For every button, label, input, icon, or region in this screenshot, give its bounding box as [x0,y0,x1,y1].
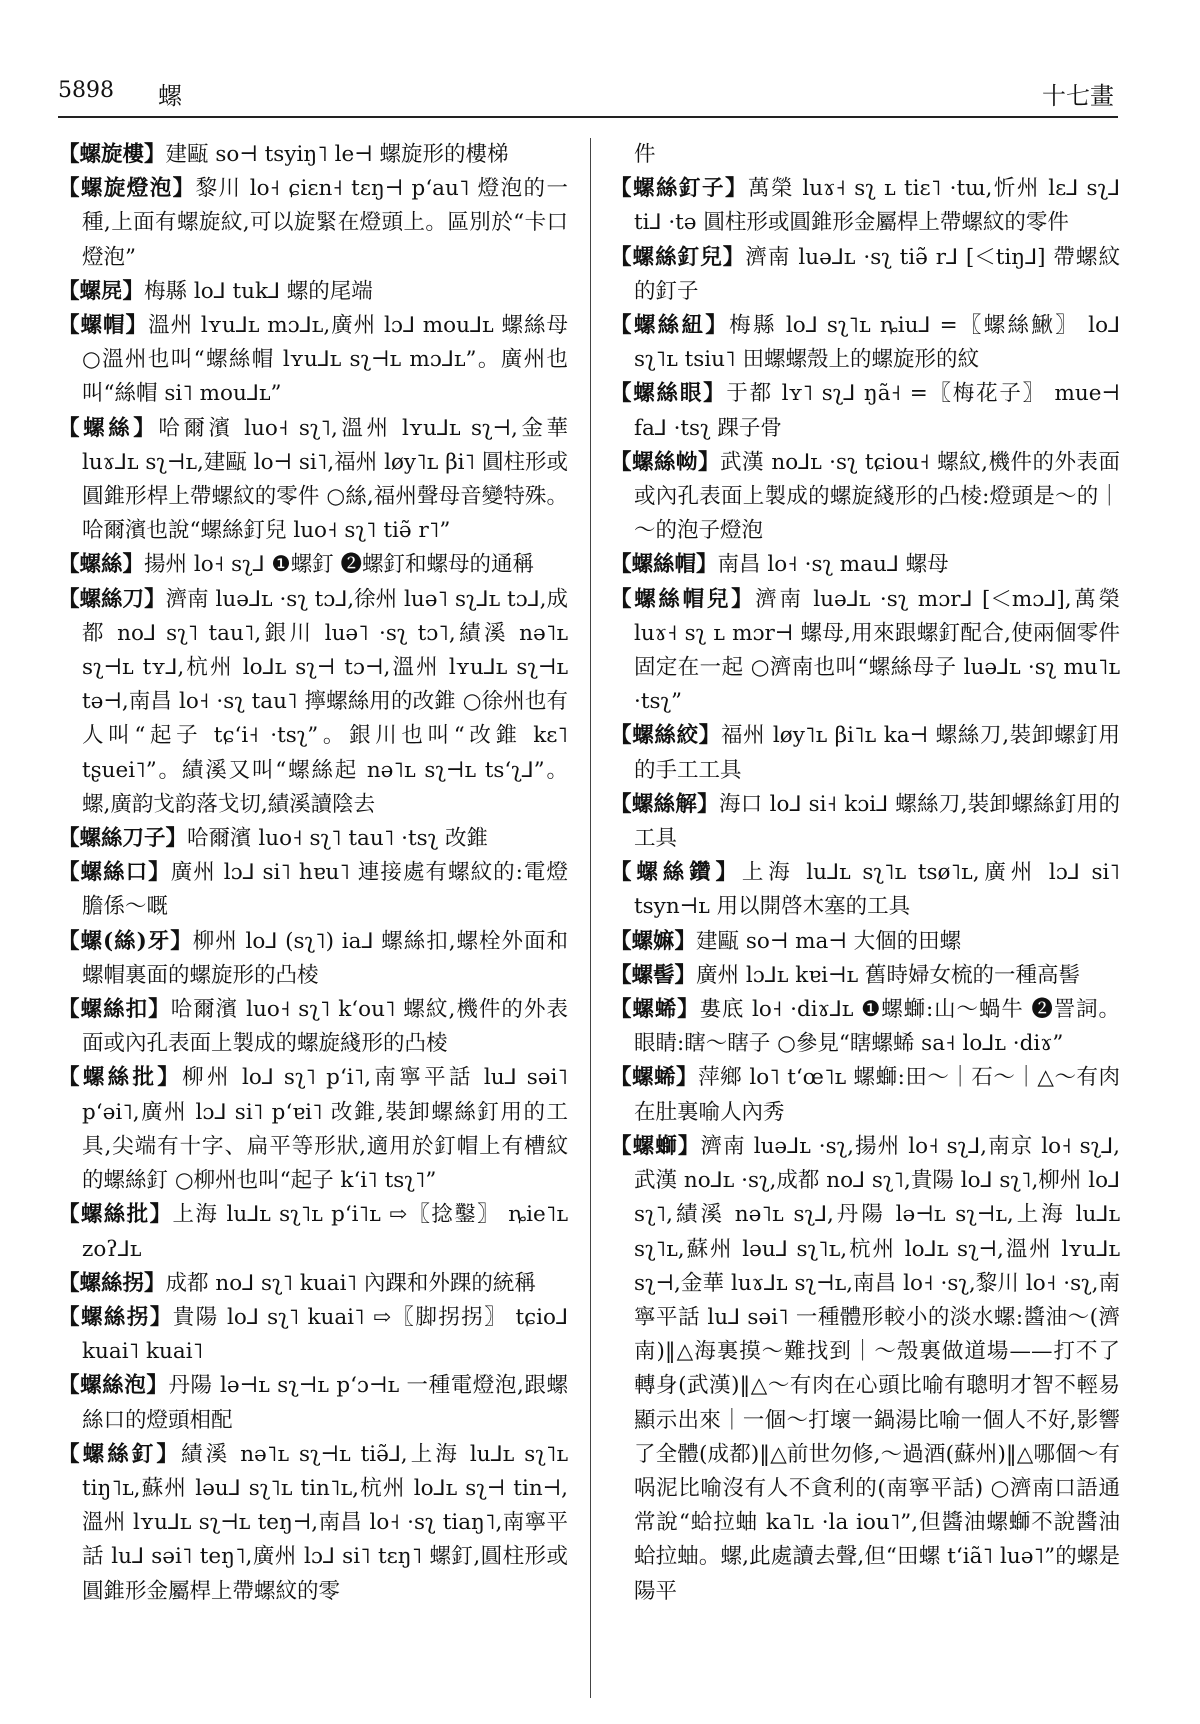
entry-text: 哈爾濱 luo˧ sʅ˥ kʻou˥ 螺紋,機件的外表面或內孔表面上製成的螺旋綫形的凸棱 [82,997,568,1057]
entry-headword: 【螺絲釘兒】 [610,244,746,270]
entry-text: 南昌 lo˧ ·sʅ mau⅃ 螺母 [717,552,949,578]
dictionary-entry [610,241,1120,309]
entry-text: 廣州 lɔ⅃ʟ kɐi⊣ʟ 舊時婦女梳的一種高髻 [696,962,1080,988]
entry-text: 濟南 luə⅃ʟ ·sʅ mɔr⅃ [＜mɔ⅃],萬榮 luɤ˧ sʅ ʟ mɔr⊣ 螺母,用來跟螺釘配合,使兩個零件固定在一起 ○濟南也叫“螺絲母子 luə⅃ʟ ·sʅ mu˥ʟ ·tsʅ” [634,586,1120,715]
entry-text: 濟南 luə⅃ʟ ·sʅ tɔ⅃,徐州 luə˥ sʅ⅃ʟ tɔ⅃,成都 no⅃ sʅ˥ tau˥,銀川 luə˥ ·sʅ tɔ˥,績溪 nə˥ʟ sʅ⊣ʟ tʏ⅃,杭州 lo⅃ʟ sʅ⊣ tɔ⊣,溫州 lʏu⅃ʟ sʅ⊣ʟ tə⊣,南昌 lo˧ ·sʅ tau˥ 擰螺絲用的改錐 ○徐州也有人叫“起子 tɕʻi˧ ·tsʅ”。銀川也叫“改錐 kɛ˥ tʂuei˥”。績溪又叫“螺絲起 nə˥ʟ sʅ⊣ʟ tsʻʅ⅃”。螺,廣韵戈韵落戈切,績溪讀陰去 [82,586,568,817]
dictionary-entry [58,1438,568,1609]
entry-text: 福州 løy˥ʟ βi˥ʟ ka⊣ 螺絲刀,裝卸螺釘用的手工工具 [634,723,1120,783]
dictionary-entry [610,446,1120,549]
entry-text: 建甌 so⊣ ma⊣ 大個的田螺 [696,928,962,954]
entry-text: 武漢 no⅃ʟ ·sʅ tɕiou˧ 螺紋,機件的外表面或內孔表面上製成的螺旋綫形的凸棱:燈頭是～的｜～的泡子燈泡 [634,449,1120,544]
entry-headword: 【螺絲刀】 [58,586,166,612]
dictionary-entry [610,1130,1120,1609]
dictionary-entry [610,719,1120,787]
entry-text: 柳州 lo⅃ (sʅ˥) ia⅃ 螺絲扣,螺栓外面和螺帽裏面的螺旋形的凸棱 [82,928,568,988]
entry-text: 成都 no⅃ sʅ˥ kuai˥ 內踝和外踝的統稱 [165,1270,536,1296]
column-divider [590,138,591,1698]
dictionary-entry [58,925,568,993]
entry-text: 濟南 luə⅃ʟ ·sʅ,揚州 lo˧ sʅ⅃,南京 lo˧ sʅ⅃,武漢 no⅃ʟ ·sʅ,成都 no⅃ sʅ˥,貴陽 lo⅃ sʅ˥,柳州 lo⅃ sʅ˥,績溪 nə˥ʟ sʅ⅃,丹陽 lə⊣ʟ sʅ⊣ʟ,上海 lu⅃ʟ sʅ˥ʟ,蘇州 ləu⅃ sʅ˥ʟ,杭州 lo⅃ʟ sʅ⊣,溫州 lʏu⅃ʟ sʅ⊣,金華 luɤ⅃ʟ sʅ⊣ʟ,南昌 lo˧ ·sʅ,黎川 lo˧ ·sʅ,南寧平話 lu⅃ səi˥ 一種體形較小的淡水螺:醬油～(濟南)‖△海裏摸～難找到｜～殼裏做道場——打不了轉身(武漢)‖△～有肉在心頭比喻有聰明才智不輕易顯示出來｜一個～打壞一鍋湯比喻一個人不好,影響了全體(成都)‖△前世勿修,～過酒(蘇州)‖△哪個～有㖞泥比喻沒有人不貪利的(南寧平話) ○濟南口語通常說“蛤拉蚰 ka˥ʟ ·la iou˥”,但醬油螺螄不說醬油蛤拉蚰。螺,此處讀去聲,但“田螺 tʻiã˥ luə˥”的螺是陽平 [634,1133,1120,1604]
entry-text: 濟南 luə⅃ʟ ·sʅ tiə̃ r⅃ [＜tiŋ⅃] 帶螺紋的釘子 [634,244,1120,304]
entry-text: 于都 lʏ˥ sʅ⅃ ŋã˧ =〖梅花子〗 mue⊣ fa⅃ ·tsʅ 踝子骨 [634,381,1120,441]
dictionary-entry [58,1061,568,1198]
dictionary-entry [610,583,1120,720]
dictionary-entry [58,138,568,172]
entry-text: 上海 lu⅃ʟ sʅ˥ʟ pʻi˥ʟ ⇨〖捻鑿〗 ȵie˥ʟ zoʔ⅃ʟ [82,1202,568,1262]
left-column [58,138,568,1698]
dictionary-entry [610,138,1120,172]
entry-headword: 【螺旋樓】 [58,142,166,167]
dictionary-entry [58,1301,568,1369]
entry-headword: 【螺絲拐】 [58,1270,166,1296]
entry-text: 哈爾濱 luo˧ sʅ˥,溫州 lʏu⅃ʟ sʅ⊣,金華 luɤ⅃ʟ sʅ⊣ʟ,建甌 lo⊣ si˥,福州 løy˥ʟ βi˥ 圓柱形或圓錐形桿上帶螺紋的零件 ○絲,福州聲母音變特殊。哈爾濱也說“螺絲釘兒 luo˧ sʅ˥ tiə̃ r˥” [82,415,568,544]
entry-text: 萍鄉 lo˥ tʻœ˥ʟ 螺螄:田～｜石～｜△～有肉在肚裏喻人內秀 [634,1065,1120,1125]
entry-text: 柳州 lo⅃ sʅ˥ pʻi˥,南寧平話 lu⅃ səi˥ pʻəi˥,廣州 lɔ⅃ si˥ pʻɐi˥ 改錐,裝卸螺絲釘用的工具,尖端有十字、扁平等形狀,適用於釘帽上有槽紋的螺絲釘 ○柳州也叫“起子 kʻi˥ tsʅ˥” [82,1065,568,1194]
page-header [58,72,1118,118]
entry-headword: 【螺旋燈泡】 [58,176,196,202]
dictionary-entry [610,309,1120,377]
dictionary-entry [58,822,568,856]
dictionary-entry [610,172,1120,240]
dictionary-entry [58,275,568,309]
entry-headword: 【螺帽】 [58,313,149,339]
entry-headword: 【螺絲】 [58,552,145,578]
dictionary-entry [58,172,568,275]
entry-text: 婁底 lo˧ ·diɤ⅃ʟ ❶螺螄:山～蝸牛 ❷詈詞。眼睛:瞎～瞎子 ○參見“瞎螺䖷 sa˧ lo⅃ʟ ·diɤ” [634,997,1120,1057]
entry-headword: 【螺絲釘子】 [610,176,749,202]
entry-headword: 【螺絲刀子】 [58,826,188,852]
entry-headword: 【螺絲紐】 [610,313,730,339]
entry-text: 梅縣 lo⅃ sʅ˥ʟ ȵiu⅃ =〖螺絲鰍〗 lo⅃ sʅ˥ʟ tsiu˥ 田螺螺殼上的螺旋形的紋 [634,313,1120,373]
entry-text: 溫州 lʏu⅃ʟ mɔ⅃ʟ,廣州 lɔ⅃ mou⅃ʟ 螺絲母 ○溫州也叫“螺絲帽 lʏu⅃ʟ sʅ⊣ʟ mɔ⅃ʟ”。廣州也叫“絲帽 si˥ mou⅃ʟ” [82,313,568,407]
entry-headword: 【螺絲帽】 [610,552,718,578]
entry-headword: 【螺絲泡】 [58,1373,169,1399]
entry-headword: 【螺絲帽兒】 [610,586,756,612]
entry-headword: 【螺絲批】 [58,1202,173,1228]
dictionary-entry [610,548,1120,582]
dictionary-entry [58,583,568,822]
head-character: 螺 [158,82,182,110]
entry-text: 海口 lo⅃ si˧ kɔi⅃ 螺絲刀,裝卸螺絲釘用的工具 [634,791,1120,852]
entry-headword: 【螺(絲)牙】 [58,928,193,954]
entry-headword: 【螺絲拐】 [58,1304,173,1330]
entry-text: 梅縣 lo⅃ tuk⅃ 螺的尾端 [144,278,373,304]
entry-text: 廣州 lɔ⅃ si˥ hɐu˥ 連接處有螺紋的:電燈膽係～嘅 [82,860,568,920]
entry-headword: 【螺絲絞】 [610,723,721,749]
dictionary-entry [610,856,1120,924]
entry-headword: 【螺絲𢂊】 [610,449,721,475]
dictionary-entry [58,856,568,924]
entry-headword: 【螺絲眼】 [610,381,727,407]
dictionary-entry [58,1198,568,1266]
entry-headword: 【螺絲】 [58,415,159,441]
entry-text: 萬榮 luɤ˧ sʅ ʟ tiɛ˥ ·tɯ,忻州 lɛ⅃ sʅ⅃ ti⅃ ·tə 圓柱形或圓錐形金屬桿上帶螺紋的零件 [634,176,1120,236]
entry-headword: 【螺絲口】 [58,860,171,886]
entry-text: 貴陽 lo⅃ sʅ˥ kuai˥ ⇨〖脚拐拐〗 tɕio⅃ kuai˥ kuai˥ [82,1304,568,1365]
entry-headword: 【螺嫲】 [610,928,697,954]
entry-headword: 【螺髻】 [610,962,697,988]
dictionary-entry [58,993,568,1061]
entry-text: 哈爾濱 luo˧ sʅ˥ tau˥ ·tsʅ 改錐 [187,826,488,852]
entry-text: 上海 lu⅃ʟ sʅ˥ʟ tsø˥ʟ,廣州 lɔ⅃ si˥ tsyn⊣ʟ 用以開啓木塞的工具 [634,860,1120,920]
entry-headword: 【螺𡱂】 [58,278,145,304]
entry-headword: 【螺絲解】 [610,791,719,817]
dictionary-entry [610,377,1120,445]
dictionary-entry [610,925,1120,959]
right-column [610,138,1120,1698]
dictionary-entry [610,1061,1120,1129]
entry-text: 績溪 nə˥ʟ sʅ⊣ʟ tiə̃⅃,上海 lu⅃ʟ sʅ˥ʟ tiŋ˥ʟ,蘇州 ləu⅃ sʅ˥ʟ tin˥ʟ,杭州 lo⅃ʟ sʅ⊣ tin⊣,溫州 lʏu⅃ʟ sʅ⊣ʟ teŋ⊣,南昌 lo˧ ·sʅ tiaŋ˥,南寧平話 lu⅃ səi˥ teŋ˥,廣州 lɔ⅃ si˥ tɛŋ˥ 螺釘,圓柱形或圓錐形金屬桿上帶螺紋的零 [82,1441,568,1604]
entry-text: 件 [634,142,656,167]
dictionary-entry [58,412,568,549]
entry-headword: 【螺螄】 [610,1133,701,1159]
dictionary-entry [610,959,1120,993]
dictionary-entry [58,1267,568,1301]
entry-text: 揚州 lo˧ sʅ⅃ ❶螺釘 ❷螺釘和螺母的通稱 [144,552,535,578]
entry-headword: 【螺絲釘】 [58,1441,182,1467]
entry-text: 丹陽 lə⊣ʟ sʅ⊣ʟ pʻɔ⊣ʟ 一種電燈泡,跟螺絲口的燈頭相配 [82,1373,568,1433]
dictionary-entry [58,548,568,582]
entry-headword: 【螺䖷】 [610,1065,699,1091]
entry-headword: 【螺䖷】 [610,997,700,1023]
page-number: 5898 [58,78,114,103]
entry-text: 建甌 so⊣ tsyiŋ˥ le⊣ 螺旋形的樓梯 [165,142,509,167]
entry-headword: 【螺絲扣】 [58,997,171,1023]
entry-headword: 【螺絲批】 [58,1065,183,1091]
entry-text: 黎川 lo˧ ɕiɛn˧ tɛŋ⊣ pʻau˥ 燈泡的一種,上面有螺旋紋,可以旋緊在燈頭上。區別於“卡口燈泡” [82,176,568,270]
dictionary-entry [58,1369,568,1437]
stroke-count-label: 十七畫 [1042,82,1114,110]
dictionary-entry [610,993,1120,1061]
dictionary-entry [610,788,1120,856]
entry-headword: 【螺絲鑽】 [610,860,742,886]
dictionary-entry [58,309,568,412]
